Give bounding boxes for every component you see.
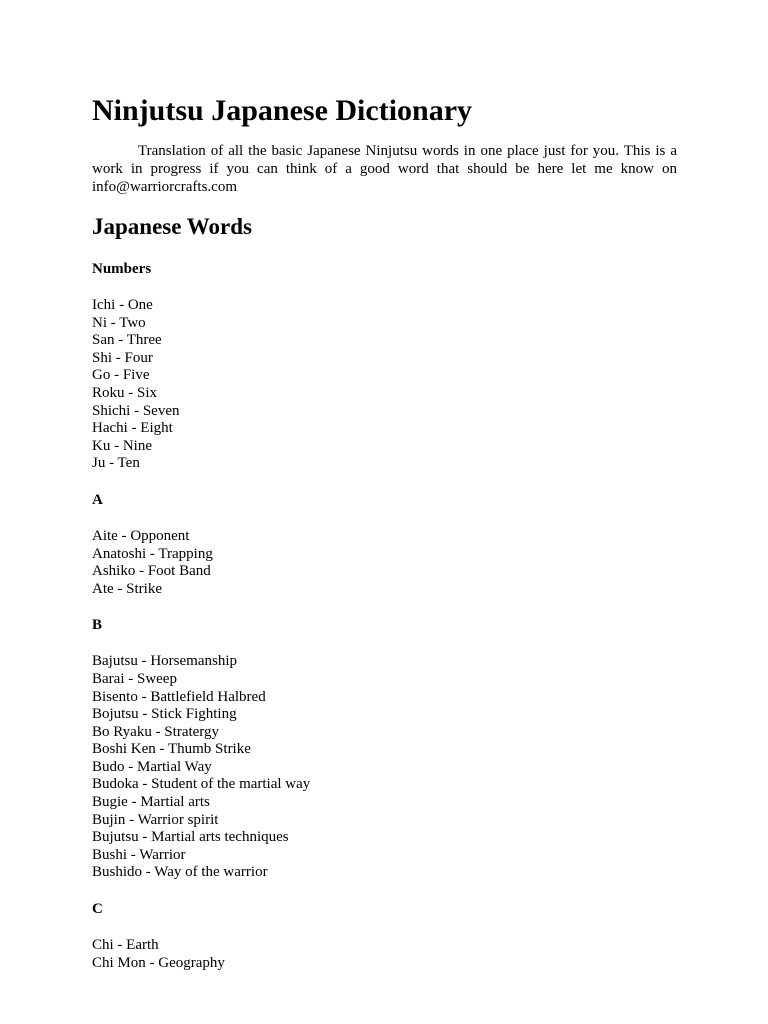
list-item: Boshi Ken - Thumb Strike <box>92 741 251 758</box>
list-item: Bujutsu - Martial arts techniques <box>92 829 289 846</box>
list-item: Hachi - Eight <box>92 420 173 437</box>
section-heading: Japanese Words <box>92 214 252 239</box>
list-item: Bisento - Battlefield Halbred <box>92 688 266 705</box>
list-item: Ju - Ten <box>92 455 140 472</box>
list-item: Aite - Opponent <box>92 527 190 544</box>
list-item: Roku - Six <box>92 384 158 401</box>
entry-list <box>92 937 677 972</box>
list-item: Shi - Four <box>92 349 153 366</box>
list-item: San - Three <box>92 332 162 349</box>
list-item: Bo Ryaku - Stratergy <box>92 723 220 740</box>
list-item: Bujin - Warrior spirit <box>92 811 219 828</box>
section-a <box>92 491 677 598</box>
section-subheading: Numbers <box>92 261 152 277</box>
section-subheading: B <box>92 617 103 634</box>
section-numbers <box>92 260 677 473</box>
list-item: Anatoshi - Trapping <box>92 545 213 562</box>
list-item: Budo - Martial Way <box>92 758 212 775</box>
list-item: Ni - Two <box>92 314 146 331</box>
section-c <box>92 900 677 972</box>
list-item: Ashiko - Foot Band <box>92 563 211 580</box>
list-item: Ate - Strike <box>92 580 162 597</box>
list-item: Bojutsu - Stick Fighting <box>92 706 237 723</box>
section-b <box>92 616 677 882</box>
intro-paragraph: Translation of all the basic Japanese Ninjutsu words in one place just for you. This is a work in progress if you can think of a good word that should be here let me know on info@warriorcrafts.com <box>92 143 677 195</box>
page-title: Ninjutsu Japanese Dictionary <box>92 94 473 127</box>
entry-list <box>92 528 677 598</box>
entry-list <box>92 297 677 473</box>
list-item: Ichi - One <box>92 297 153 313</box>
list-item: Chi - Earth <box>92 937 159 954</box>
section-subheading: C <box>92 901 103 918</box>
list-item: Bushi - Warrior <box>92 846 186 863</box>
entry-list <box>92 653 677 882</box>
list-item: Ku - Nine <box>92 437 152 454</box>
list-item: Shichi - Seven <box>92 402 180 419</box>
list-item: Go - Five <box>92 367 150 384</box>
list-item: Bajutsu - Horsemanship <box>92 653 237 670</box>
list-item: Budoka - Student of the martial way <box>92 776 311 793</box>
list-item: Chi Mon - Geography <box>92 954 225 971</box>
list-item: Barai - Sweep <box>92 670 177 687</box>
list-item: Bugie - Martial arts <box>92 794 210 811</box>
list-item: Bushido - Way of the warrior <box>92 864 268 881</box>
section-subheading: A <box>92 491 103 508</box>
